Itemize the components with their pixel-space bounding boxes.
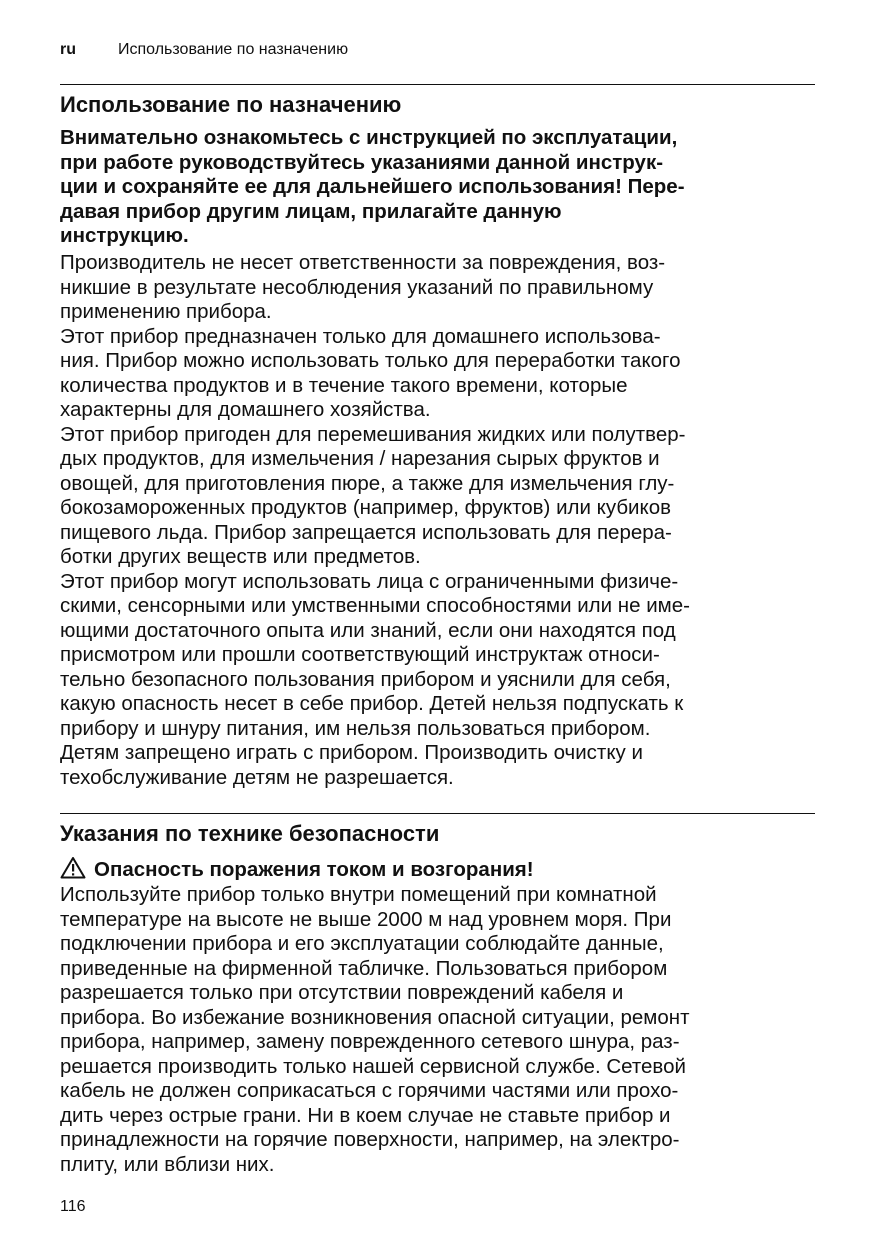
text-line: дить через острые грани. Ни в коем случае не ставьте прибор и xyxy=(60,1103,671,1127)
text-line: овощей, для приготовления пюре, а также для измельчения глу- xyxy=(60,471,675,495)
text-line: разрешается только при отсутствии повреждений кабеля и xyxy=(60,981,624,1004)
text-line: температуре на высоте не выше 2000 м над уровнем моря. При xyxy=(60,907,672,931)
text-line: Этот прибор могут использовать лица с ограниченными физиче- xyxy=(60,569,679,593)
text-line: подключении прибора и его эксплуатации соблюдайте данные, xyxy=(60,932,664,955)
text-line: тельно безопасного пользования прибором и уяснили для себя, xyxy=(60,667,671,691)
text-line: прибору и шнуру питания, им нельзя пользоваться прибором. xyxy=(60,716,651,740)
warning-triangle-icon xyxy=(60,856,86,879)
language-code: ru xyxy=(60,41,76,58)
text-line: присмотром или прошли соответствующий инструктаж относи- xyxy=(60,643,660,666)
text-line: Производитель не несет ответственности за повреждения, воз- xyxy=(60,251,666,274)
text-line: прибора. Во избежание возникновения опасной ситуации, ремонт xyxy=(60,1005,690,1029)
intro-bold-paragraph xyxy=(60,126,820,249)
text-line: приведенные на фирменной табличке. Пользоваться прибором xyxy=(60,956,668,980)
text-line: Внимательно ознакомьтесь с инструкцией по эксплуатации, xyxy=(60,126,678,149)
text-line: ботки других веществ или предметов. xyxy=(60,545,421,568)
text-line: плиту, или вблизи них. xyxy=(60,1152,275,1176)
text-line: применению прибора. xyxy=(60,300,272,323)
text-line: бокозамороженных продуктов (например, фруктов) или кубиков xyxy=(60,496,671,519)
divider xyxy=(60,84,815,85)
text-line: дых продуктов, для измельчения / нарезания сырых фруктов и xyxy=(60,447,660,470)
running-header xyxy=(60,40,348,60)
text-line: ющими достаточного опыта или знаний, если они находятся под xyxy=(60,618,676,642)
divider xyxy=(60,813,815,814)
section1-body xyxy=(60,251,820,790)
section-heading-safety: Указания по технике безопасности xyxy=(60,821,440,846)
text-line: Детям запрещено играть с прибором. Производить очистку и xyxy=(60,741,643,764)
text-line: никшие в результате несоблюдения указаний по правильному xyxy=(60,275,654,299)
warning-title xyxy=(60,856,534,883)
text-line: при работе руководствуйтесь указаниями данной инструк- xyxy=(60,150,664,174)
page-number: 116 xyxy=(60,1198,86,1215)
text-line: решается производить только нашей сервисной службе. Сетевой xyxy=(60,1054,686,1078)
text-line: Этот прибор предназначен только для домашнего использова- xyxy=(60,324,661,348)
text-line: количества продуктов и в течение такого времени, которые xyxy=(60,373,628,397)
section-heading-intended-use: Использование по назначению xyxy=(60,92,402,117)
warning-title-text: Опасность поражения током и возгорания! xyxy=(94,858,534,881)
text-line: давая прибор другим лицам, прилагайте данную xyxy=(60,199,562,223)
text-line: ния. Прибор можно использовать только для переработки такого xyxy=(60,349,681,372)
text-line: пищевого льда. Прибор запрещается использовать для перера- xyxy=(60,520,672,544)
header-title: Использование по назначению xyxy=(118,41,349,58)
text-line: техобслуживание детям не разрешается. xyxy=(60,765,454,789)
text-line: инструкцию. xyxy=(60,224,189,247)
text-line: какую опасность несет в себе прибор. Детей нельзя подпускать к xyxy=(60,692,684,715)
text-line: скими, сенсорными или умственными способностями или не име- xyxy=(60,594,690,617)
section2-body xyxy=(60,883,820,1177)
text-line: прибора, например, замену поврежденного сетевого шнура, раз- xyxy=(60,1030,680,1053)
text-line: кабель не должен соприкасаться с горячими частями или прохо- xyxy=(60,1079,679,1102)
text-line: характерны для домашнего хозяйства. xyxy=(60,398,431,421)
text-line: ции и сохраняйте ее для дальнейшего использования! Пере- xyxy=(60,175,685,198)
text-line: принадлежности на горячие поверхности, например, на электро- xyxy=(60,1128,680,1151)
text-line: Этот прибор пригоден для перемешивания жидких или полутвер- xyxy=(60,422,686,446)
text-line: Используйте прибор только внутри помещений при комнатной xyxy=(60,883,657,906)
